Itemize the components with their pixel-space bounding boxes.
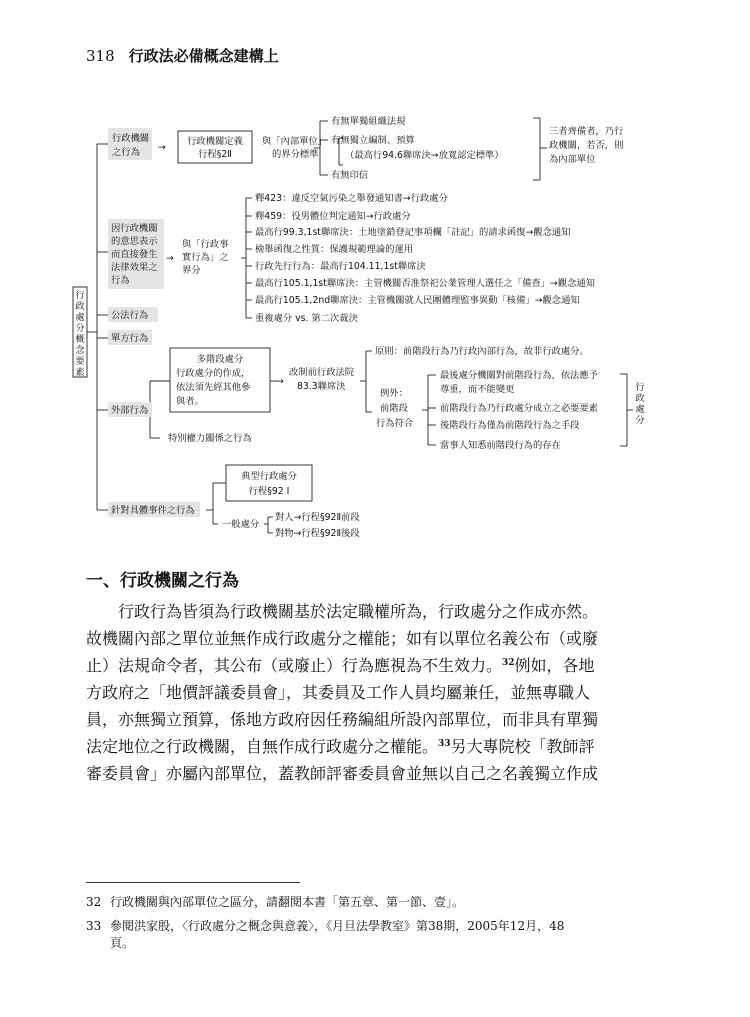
branch-unilateral: 單方行為 [111, 333, 149, 344]
exception-text: 行為符合 [376, 418, 414, 429]
exception-text: 前階段 [380, 403, 408, 414]
case-item: 最高行105.1,2nd聯席決：主管機關就人民團體理監事異動「核備」→觀念通知 [255, 295, 580, 306]
line-text: 故機關內部之單位並無作成行政處分之權能；如有以單位名義公布（或廢 [86, 629, 599, 648]
conclusion-char: 行 [635, 382, 645, 393]
link-text: 界分 [182, 265, 201, 276]
footnote-number: 33 [86, 919, 102, 933]
footnote-continuation: 頁。 [110, 936, 135, 950]
footnote-ref[interactable]: 33 [438, 739, 451, 749]
result-text: 三者齊備者，乃行 [549, 126, 624, 137]
root-char: 素 [75, 367, 85, 378]
criterion: （最高行94.6聯席決→放寬認定標準） [345, 150, 504, 161]
footnote [86, 918, 564, 952]
book-title: 行政法必備概念建構上 [128, 47, 279, 65]
root-char: 政 [75, 301, 85, 312]
arrow-icon: → [276, 376, 284, 387]
root-char: 念 [75, 345, 85, 356]
line-text: 方政府之「地價評議委員會」，其委員及工作人員均屬兼任，並無專職人 [86, 683, 591, 702]
condition-item: 最後處分機關對前階段行為，依法應予 [440, 370, 599, 381]
multi-stage-box-text: 與者。 [176, 396, 204, 407]
general-disposition: 一般處分 [222, 519, 260, 530]
conclusion-char: 分 [635, 415, 645, 426]
line-text: 例如，各地 [514, 656, 595, 675]
branch-label: 行為 [111, 275, 130, 286]
line-text: 另大專院校「教師評 [450, 737, 595, 756]
definition-box-text: 行程§2Ⅱ [198, 149, 232, 160]
branch-label: 因行政機關 [111, 223, 158, 234]
condition-item: 當事人知悉前階段行為的存在 [440, 440, 561, 451]
line-text: 審委員會」亦屬內部單位，蓋教師評審委員會並無以自己之名義獨立作成 [86, 764, 599, 783]
link-text: 與「內部單位」 [262, 136, 328, 147]
case-item: 釋423：違反空氣污染之舉發通知書→行政處分 [255, 193, 448, 204]
paragraph-line [86, 760, 666, 787]
condition-item: 前階段行為乃行政處分成立之必要要素 [440, 403, 599, 414]
root-char: 要 [75, 356, 85, 367]
line-text: 止）法規命令者，其公布（或廢止）行為應視為不生效力。 [86, 656, 503, 675]
typical-box-text: 行程§92 Ⅰ [248, 486, 290, 497]
paragraph-line [86, 733, 666, 760]
multi-stage-box-text: 多階段處分 [196, 354, 244, 365]
footnote-divider [86, 882, 300, 883]
root-label [75, 289, 85, 378]
multi-stage-box-text: 依法須先經其他參 [176, 382, 251, 393]
multi-stage-box-text: 行政處分的作成， [176, 368, 251, 379]
condition-item: 尊重，而不能變更 [440, 384, 515, 395]
branch-label: 而直接發生 [111, 249, 158, 260]
root-char: 概 [75, 334, 85, 345]
root-char: 分 [75, 323, 85, 334]
branch-label: 之行為 [112, 147, 140, 158]
footnote [86, 894, 464, 911]
footnote-number: 32 [86, 895, 102, 909]
case-item: 重複處分 vs. 第二次裁決 [255, 313, 358, 324]
law-text: 83.3聯席決 [297, 381, 346, 392]
line-text: 行政行為皆須為行政機關基於法定職權所為，行政處分之作成亦然。 [118, 602, 599, 621]
link-text: 與「行政事 [182, 239, 229, 250]
criterion: 有無獨立編制、預算 [331, 135, 415, 146]
special-relation-text: 特別權力關係之行為 [168, 433, 252, 444]
criterion: 有無印信 [331, 170, 369, 181]
case-item: 行政先行行為：最高行104.11,1st聯席決 [255, 261, 426, 272]
principle-text: 原則：前階段行為乃行政內部行為，故非行政處分。 [375, 346, 589, 357]
link-text: 實行為」之 [182, 252, 229, 263]
paragraph-line [86, 625, 666, 652]
conclusion-char: 處 [635, 404, 645, 415]
condition-item: 後階段行為僅為前階段行為之手段 [440, 420, 580, 431]
root-char: 處 [75, 312, 85, 323]
body-text [86, 598, 666, 787]
result-text: 為內部單位 [549, 154, 596, 165]
arrow-icon: → [158, 142, 166, 153]
line-text: 員，亦無獨立預算，係地方政府因任務編組所設內部單位，而非具有單獨 [86, 710, 599, 729]
branch-label: 外部行為 [111, 405, 149, 416]
paragraph-line [86, 679, 666, 706]
section-heading: 一、行政機關之行為 [86, 571, 239, 591]
link-text: 的界分標準 [272, 149, 319, 160]
exception-text: 例外： [380, 388, 408, 399]
branch-specific-matter [111, 470, 360, 539]
footnote-text: 參閱洪家殷，〈行政處分之概念與意義〉，《月旦法學教室》第38期，2005年12月，48 [110, 919, 565, 933]
branch-legal-effect [111, 192, 595, 324]
result-text: 政機關，若否，則 [549, 140, 624, 151]
law-text: 改制前行政法院 [289, 367, 355, 378]
arrow-icon: → [166, 253, 174, 264]
branch-external [111, 345, 645, 451]
footnote-text: 行政機關與內部單位之區分，請翻閱本書「第五章、第一節、壹」。 [110, 895, 465, 909]
branch-label: 法律效果之 [111, 262, 158, 273]
case-item: 最高行105.1,1st聯席決：主管機關否准祭祀公業管理人選任之「備查」→觀念通知 [255, 278, 595, 289]
page-number: 318 [86, 47, 115, 65]
paragraph-line [86, 598, 666, 625]
branch-label: 針對具體事件之行為 [111, 505, 195, 516]
definition-box-text: 行政機關定義 [187, 136, 243, 147]
general-item: 對物→行程§92Ⅱ後段 [275, 528, 360, 539]
conclusion-char: 政 [635, 393, 645, 404]
case-item: 最高行99.3,1st聯席決：土地塗銷登記事項欄「註記」的請求函復→觀念通知 [255, 227, 571, 238]
general-item: 對人→行程§92Ⅱ前段 [275, 512, 360, 523]
branch-label: 的意思表示 [111, 236, 158, 247]
line-text: 法定地位之行政機關，自無作成行政處分之權能。 [86, 737, 439, 756]
paragraph-line [86, 706, 666, 733]
footnote-ref[interactable]: 32 [502, 658, 515, 668]
branch-label: 行政機關 [112, 133, 150, 144]
criterion: 有無單獨組織法規 [331, 116, 406, 127]
paragraph-line [86, 652, 666, 679]
case-item: 釋459：役男體位判定通知→行政處分 [255, 211, 411, 222]
case-item: 檢舉函復之性質：保護規範理論的運用 [255, 244, 414, 255]
root-char: 行 [75, 290, 85, 301]
typical-box-text: 典型行政處分 [241, 471, 297, 482]
branch-public-law: 公法行為 [111, 310, 149, 321]
